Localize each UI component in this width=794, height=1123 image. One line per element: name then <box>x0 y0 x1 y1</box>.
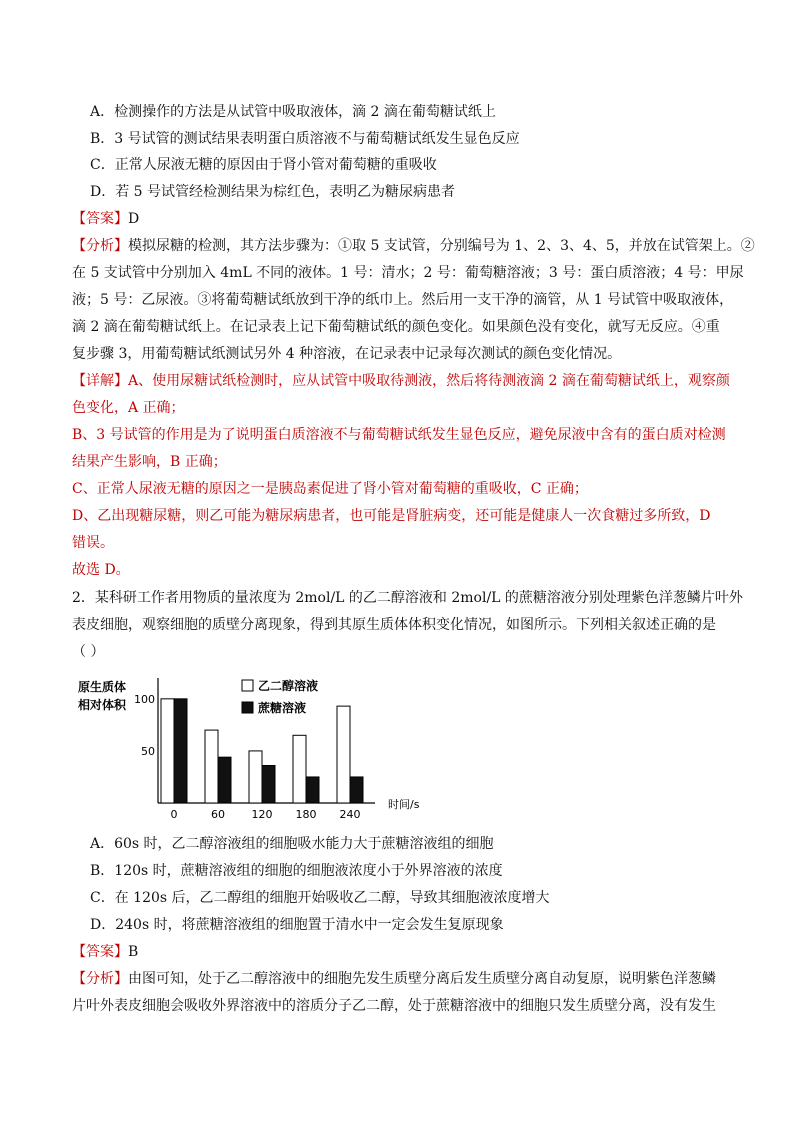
q1-option-d: D．若 5 号试管经检测结果为棕红色，表明乙为糖尿病患者 <box>90 184 456 200</box>
detail-tag: 【详解】 <box>72 373 128 389</box>
answer-value: D <box>128 211 140 227</box>
q2-option-c: C．在 120s 后，乙二醇组的细胞开始吸收乙二醇，导致其细胞液浓度增大 <box>90 890 550 906</box>
q1-analysis-line-2: 在 5 支试管中分别加入 4mL 不同的液体。1 号：清水；2 号：葡萄糖溶液；3 号：蛋白质溶液；4 号：甲尿 <box>72 265 744 281</box>
x-tick-label: 240 <box>339 808 361 821</box>
bar-sucrose-120 <box>262 766 275 804</box>
bar-sucrose-60 <box>218 757 231 803</box>
q1-analysis-line-1 <box>72 236 755 256</box>
q2-option-d: D．240s 时，将蔗糖溶液组的细胞置于清水中一定会发生复原现象 <box>90 917 504 933</box>
q2-stem-line-2: 表皮细胞，观察细胞的质壁分离现象，得到其原生质体体积变化情况，如图所示。下列相关叙述正确的是 <box>72 617 716 633</box>
q1-option-b: B．3 号试管的测试结果表明蛋白质溶液不与葡萄糖试纸发生显色反应 <box>90 131 520 147</box>
q1-detail-line-2: 色变化，A 正确； <box>72 400 185 416</box>
x-tick-label: 60 <box>211 808 225 821</box>
x-tick-label: 0 <box>170 808 178 821</box>
bar-sucrose-0 <box>174 699 187 803</box>
analysis-text: 模拟尿糖的检测，其方法步骤为：①取 5 支试管，分别编号为 1、2、3、4、5，并放在试管架上。② <box>128 238 755 254</box>
q1-detail-line-5: C、正常人尿液无糖的原因之一是胰岛素促进了肾小管对葡萄糖的重吸收，C 正确； <box>72 481 588 497</box>
q1-conclusion: 故选 D。 <box>72 562 130 578</box>
q2-analysis-line-1 <box>72 969 716 989</box>
legend-swatch-ethylene-glycol <box>242 680 253 691</box>
q1-answer <box>72 209 139 229</box>
q1-option-c: C．正常人尿液无糖的原因由于肾小管对葡萄糖的重吸收 <box>90 157 437 173</box>
answer-value: B <box>128 944 139 960</box>
q2-analysis-line-2: 片叶外表皮细胞会吸收外界溶液中的溶质分子乙二醇，处于蔗糖溶液中的细胞只发生质壁分离，没有发生 <box>72 998 716 1014</box>
bar-ethylene-glycol-60 <box>205 730 218 803</box>
bar-sucrose-240 <box>350 777 363 803</box>
q1-analysis-line-4: 滴 2 滴在葡萄糖试纸上。在记录表上记下葡萄糖试纸的颜色变化。如果颜色没有变化，就写无反应。④重 <box>72 319 720 335</box>
legend-swatch-sucrose <box>242 702 253 713</box>
bar-ethylene-glycol-0 <box>161 699 174 803</box>
bar-sucrose-180 <box>306 777 319 803</box>
q1-detail-line-6: D、乙出现糖尿糖，则乙可能为糖尿病患者，也可能是肾脏病变，还可能是健康人一次食糖过多所致，D <box>72 508 711 524</box>
answer-tag: 【答案】 <box>72 944 128 960</box>
q1-detail-line-7: 错误。 <box>72 535 114 551</box>
y-tick-label: 100 <box>134 692 155 706</box>
analysis-text: 由图可知，处于乙二醇溶液中的细胞先发生质壁分离后发生质壁分离自动复原，说明紫色洋葱鳞 <box>128 971 716 987</box>
x-tick-label: 180 <box>295 808 317 821</box>
q1-analysis-line-5: 复步骤 3，用葡萄糖试纸测试另外 4 种溶液，在记录表中记录每次测试的颜色变化情况。 <box>72 346 622 362</box>
analysis-tag: 【分析】 <box>72 238 128 254</box>
y-tick-label: 50 <box>141 744 155 758</box>
answer-tag: 【答案】 <box>72 211 128 227</box>
legend-label-sucrose: 蔗糖溶液 <box>258 701 307 715</box>
q2-stem-line-3: （ ） <box>72 644 105 660</box>
q1-detail-line-4: 结果产生影响，B 正确； <box>72 454 227 470</box>
x-axis-label: 时间/s <box>388 798 420 811</box>
detail-text: A、使用尿糖试纸检测时，应从试管中吸取待测液，然后将待测液滴 2 滴在葡萄糖试纸上，观察颜 <box>128 373 730 389</box>
q2-stem-line-1: 2．某科研工作者用物质的量浓度为 2mol/L 的乙二醇溶液和 2mol/L 的蔗糖溶液分别处理紫色洋葱鳞片叶外 <box>72 590 743 606</box>
q1-option-a: A．检测操作的方法是从试管中吸取液体，滴 2 滴在葡萄糖试纸上 <box>90 104 496 120</box>
q2-option-b: B．120s 时，蔗糖溶液组的细胞的细胞液浓度小于外界溶液的浓度 <box>90 863 503 879</box>
bar-chart <box>70 668 450 828</box>
bar-ethylene-glycol-180 <box>293 735 306 803</box>
chart-svg <box>70 668 450 828</box>
bar-ethylene-glycol-240 <box>337 706 350 803</box>
q1-detail-line-3: B、3 号试管的作用是为了说明蛋白质溶液不与葡萄糖试纸发生显色反应，避免尿液中含有的蛋白质对检测 <box>72 427 726 443</box>
q1-analysis-line-3: 液；5 号：乙尿液。③将葡萄糖试纸放到干净的纸巾上。然后用一支干净的滴管，从 1 号试管中吸取液体， <box>72 292 734 308</box>
y-axis-label-line-1: 原生质体 <box>78 680 127 694</box>
q1-detail-line-1 <box>72 371 730 391</box>
legend-label-ethylene-glycol: 乙二醇溶液 <box>258 679 319 693</box>
bar-ethylene-glycol-120 <box>249 751 262 803</box>
q2-answer <box>72 942 138 962</box>
x-tick-label: 120 <box>251 808 273 821</box>
y-axis-label-line-2: 相对体积 <box>78 698 127 712</box>
q2-option-a: A．60s 时，乙二醇溶液组的细胞吸水能力大于蔗糖溶液组的细胞 <box>90 836 494 852</box>
analysis-tag: 【分析】 <box>72 971 128 987</box>
legend <box>242 678 318 715</box>
